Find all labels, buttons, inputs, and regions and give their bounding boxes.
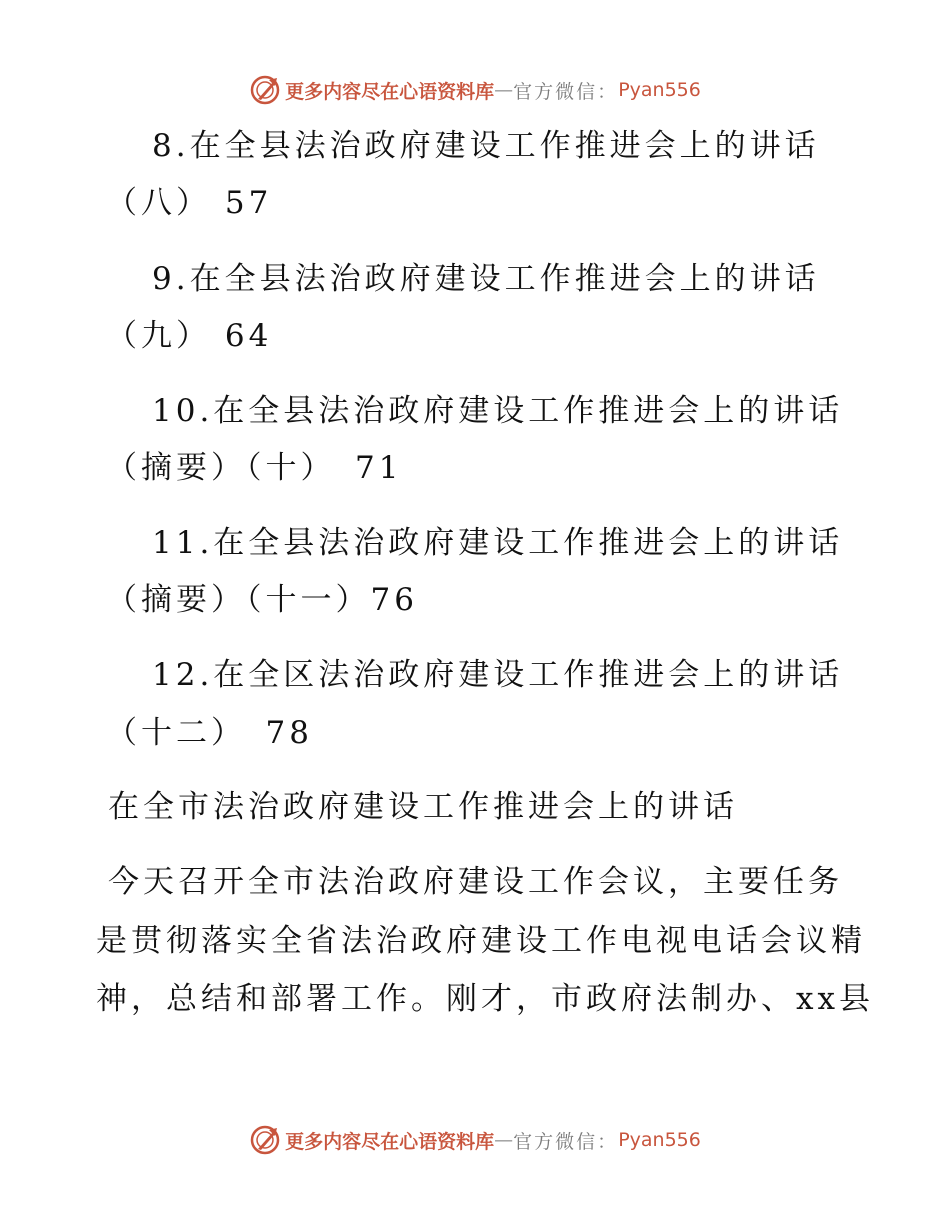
- toc-item-suffix: （八） 57: [106, 185, 273, 221]
- watermark-wechat-label: 官方微信：: [513, 80, 619, 103]
- article-heading: 在全市法治政府建设工作推进会上的讲话: [108, 789, 738, 825]
- watermark-wechat-id: Pyan556: [618, 1129, 701, 1151]
- quill-logo-icon: [249, 74, 281, 106]
- toc-item-title: 11.在全县法治政府建设工作推进会上的讲话: [152, 525, 844, 561]
- watermark-dash: —: [494, 1129, 514, 1151]
- watermark-brand-text: 更多内容尽在心语资料库: [285, 1130, 495, 1153]
- toc-item-title: 8.在全县法治政府建设工作推进会上的讲话: [152, 128, 820, 164]
- toc-item-suffix: （摘要）（十） 71: [106, 450, 403, 486]
- toc-item-suffix: （十二） 78: [106, 715, 313, 751]
- watermark-header: [0, 70, 950, 110]
- article-body-line: 今天召开全市法治政府建设工作会议，主要任务: [108, 864, 843, 900]
- article-body-line: 是贯彻落实全省法治政府建设工作电视电话会议精: [96, 923, 866, 959]
- article-body-line: 神，总结和部署工作。刚才，市政府法制办、xx县: [96, 981, 874, 1017]
- watermark-brand-text: 更多内容尽在心语资料库: [285, 80, 495, 103]
- watermark-wechat-id: Pyan556: [618, 79, 701, 101]
- toc-item-suffix: （摘要）（十一）76: [106, 582, 418, 618]
- toc-item-title: 9.在全县法治政府建设工作推进会上的讲话: [152, 261, 820, 297]
- quill-logo-icon: [249, 1124, 281, 1156]
- watermark-dash: —: [494, 79, 514, 101]
- toc-item-title: 10.在全县法治政府建设工作推进会上的讲话: [152, 393, 844, 429]
- toc-item-suffix: （九） 64: [106, 318, 273, 354]
- toc-item-title: 12.在全区法治政府建设工作推进会上的讲话: [152, 657, 844, 693]
- watermark-wechat-label: 官方微信：: [513, 1130, 619, 1153]
- watermark-footer: [0, 1120, 950, 1160]
